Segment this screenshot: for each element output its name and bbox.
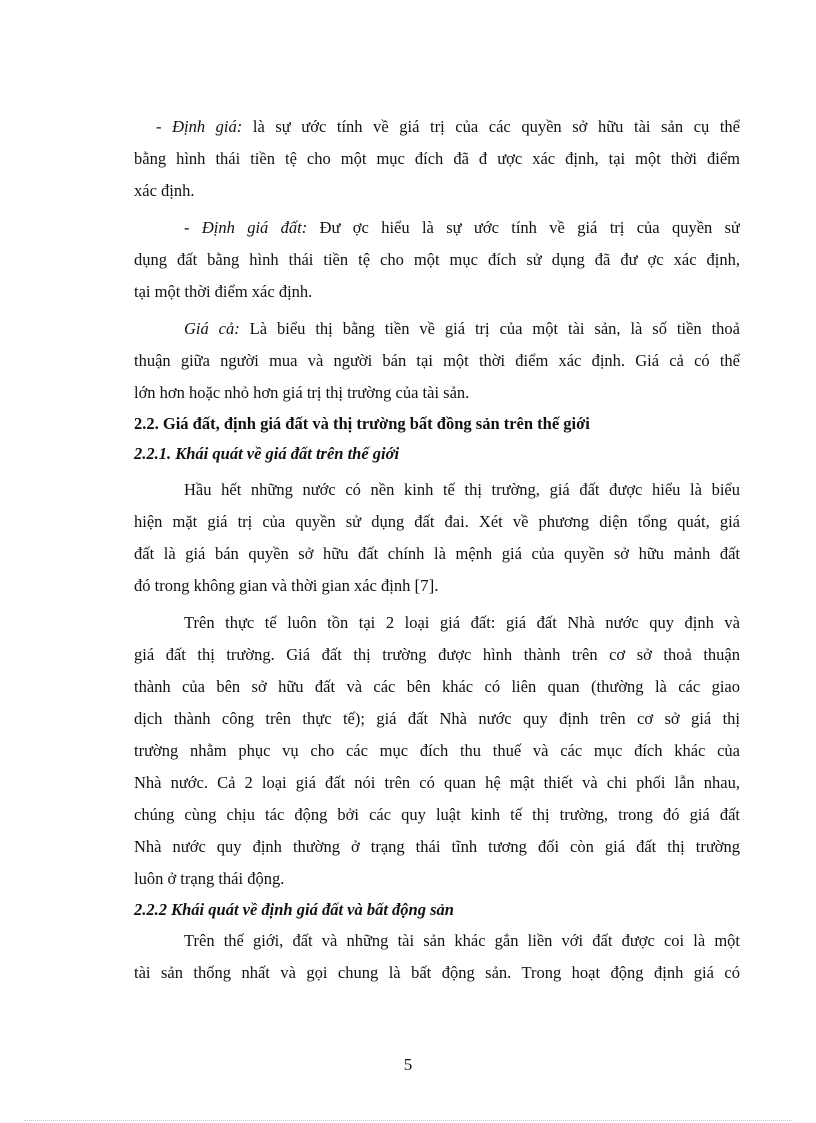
paragraph-line: Trên thế giới, đất và những tài sản khác gắn liền với đất được coi là một — [184, 931, 740, 950]
paragraph-line: tại một thời điểm xác định. — [134, 282, 313, 301]
paragraph-line: đó trong không gian và thời gian xác định [7]. — [134, 576, 439, 595]
paragraph-line: trường nhằm phục vụ cho các mục đích thu thuế và các mục đích khác của — [134, 741, 740, 760]
section-heading-2-2: 2.2. Giá đất, định giá đất và thị trường bất đồng sản trên thế giới — [134, 414, 590, 433]
paragraph-line: xác định. — [134, 181, 195, 200]
citation-ref: [7]. — [414, 576, 439, 595]
paragraph-line: - Định giá: là sự ước tính về giá trị của các quyền sở hữu tài sản cụ thể — [156, 117, 740, 136]
paragraph-line: chúng cùng chịu tác động bởi các quy luật kinh tế thị trường, trong đó giá đất — [134, 805, 740, 824]
paragraph-line: tài sản thống nhất và gọi chung là bất động sản. Trong hoạt động định giá có — [134, 963, 740, 982]
paragraph-line: Trên thực tế luôn tồn tại 2 loại giá đất: giá đất Nhà nước quy định và — [184, 613, 740, 632]
paragraph-line: Giá cả: Là biểu thị bằng tiền về giá trị của một tài sản, là số tiền thoả — [184, 319, 740, 338]
paragraph-line: hiện mặt giá trị của quyền sử dụng đất đai. Xét về phương diện tổng quát, giá — [134, 512, 740, 531]
paragraph-line: giá đất thị trường. Giá đất thị trường được hình thành trên cơ sở thoả thuận — [134, 645, 740, 664]
section-heading-2-2-1: 2.2.1. Khái quát về giá đất trên thế giới — [134, 444, 400, 463]
paragraph-line: lớn hơn hoặc nhỏ hơn giá trị thị trường của tài sản. — [134, 383, 470, 402]
paragraph-line: Hầu hết những nước có nền kinh tế thị trường, giá đất được hiểu là biểu — [184, 480, 740, 499]
paragraph-line: - Định giá đất: Đư ợc hiểu là sự ước tính về giá trị của quyền sử — [184, 218, 740, 237]
term-gia-ca: Giá cả: — [184, 319, 240, 338]
paragraph-line: Nhà nước quy định thường ở trạng thái tĩnh tương đối còn giá đất thị trường — [134, 837, 740, 856]
term-dinh-gia-dat: Định giá đất: — [201, 218, 308, 237]
paragraph-line: bằng hình thái tiền tệ cho một mục đích đã đ ược xác định, tại một thời điểm — [134, 149, 740, 168]
paragraph-line: dịch thành công trên thực tế); giá đất Nhà nước quy định trên cơ sở giá thị — [134, 709, 740, 728]
paragraph-line: thuận giữa người mua và người bán tại một thời điểm xác định. Giá cả có thể — [134, 351, 740, 370]
document-page — [134, 111, 740, 989]
term-dinh-gia: Định giá: — [172, 117, 243, 136]
page-bottom-divider — [24, 1120, 792, 1121]
paragraph-line: thành của bên sở hữu đất và các bên khác có liên quan (thường là các giao — [134, 677, 740, 696]
page-number: 5 — [403, 1055, 413, 1074]
paragraph-line: Nhà nước. Cả 2 loại giá đất nói trên có quan hệ mật thiết và chi phối lẫn nhau, — [134, 773, 740, 792]
paragraph-line: luôn ở trạng thái động. — [134, 869, 285, 888]
paragraph-line: dụng đất bằng hình thái tiền tệ cho một mục đích sử dụng đã đư ợc xác định, — [134, 250, 740, 269]
section-heading-2-2-2: 2.2.2 Khái quát về định giá đất và bất động sản — [134, 900, 454, 919]
paragraph-line: đất là giá bán quyền sở hữu đất chính là mệnh giá của quyền sở hữu mảnh đất — [134, 544, 740, 563]
